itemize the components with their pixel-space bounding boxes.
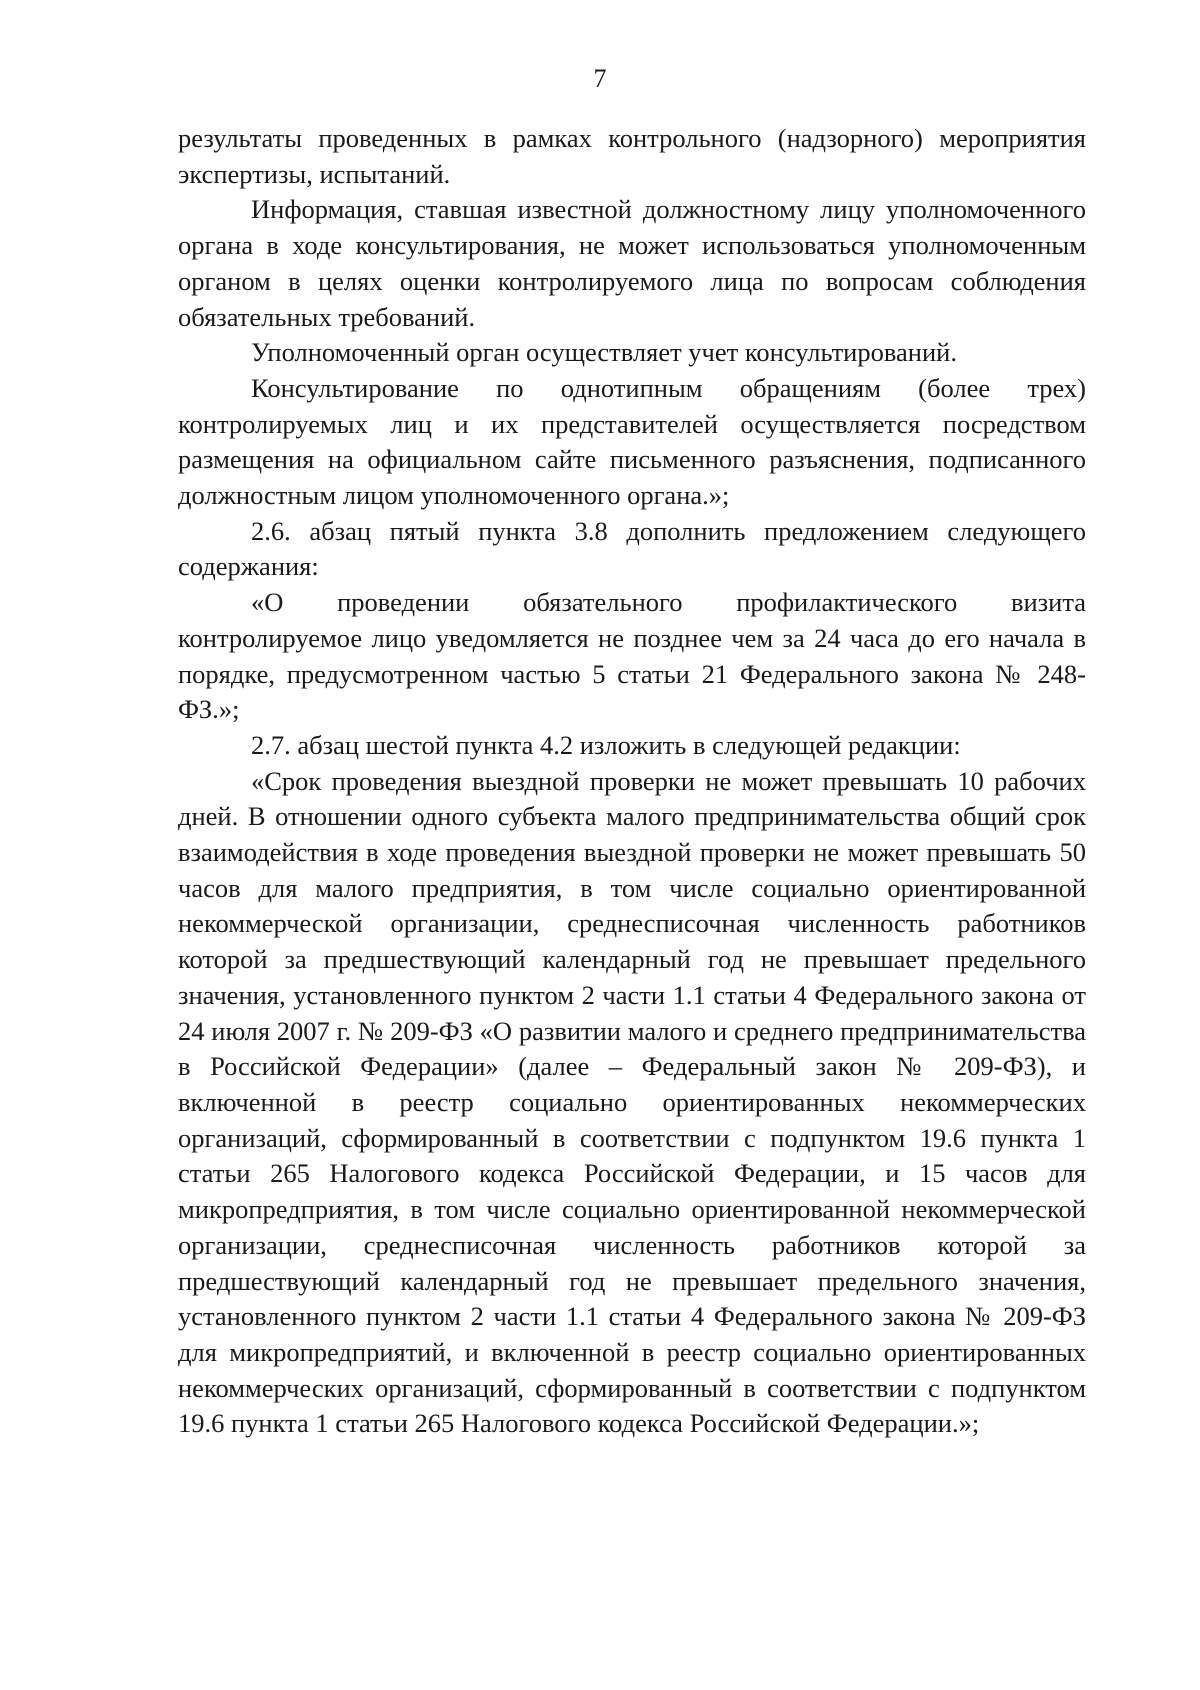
paragraph-1: результаты проведенных в рамках контрольного (надзорного) мероприятия экспертизы, испытаний. [178,123,1086,189]
paragraph-5: 2.6. абзац пятый пункта 3.8 дополнить предложением следующего содержания: [178,515,1086,582]
paragraph-6: «О проведении обязательного профилактического визита контролируемое лицо уведомляется не позднее чем за 24 часа до его начала в порядке, предусмотренном частью 5 статьи 21 Федерального закона № 248-ФЗ.»; [178,587,1086,725]
paragraph-2: Информация, ставшая известной должностному лицу уполномоченного органа в ходе консультирования, не может использоваться уполномоченным органом в целях оценки контролируемого лица по вопросам соблюдения обязательных требований. [178,194,1086,332]
paragraph-8: «Срок проведения выездной проверки не может превышать 10 рабочих дней. В отношении одного субъекта малого предпринимательства общий срок взаимодействия в ходе проведения выездной проверки не может превышать 50 часов для малого предприятия, в том числе социально ориентированной некоммерческой организации, среднесписочная численность работников которой за предшествующий календарный год не превышает предельного значения, установленного пунктом 2 части 1.1 статьи 4 Федерального закона от 24 июля 2007 г. № 209-ФЗ «О развитии малого и среднего предпринимательства в Российской Федерации» (далее – Федеральный закон № 209-ФЗ), и включенной в реестр социально ориентированных некоммерческих организаций, сформированный в соответствии с подпунктом 19.6 пункта 1 статьи 265 Налогового кодекса Российской Федерации, и 15 часов для микропредприятия, в том числе социально ориентированной некоммерческой организации, среднесписочная численность работников которой за предшествующий календарный год не превышает предельного значения, установленного пунктом 2 части 1.1 статьи 4 Федерального закона № 209-ФЗ для микропредприятий, и включенной в реестр социально ориентированных некоммерческих организаций, сформированный в соответствии с подпунктом 19.6 пункта 1 статьи 265 Налогового кодекса Российской Федерации.»; [178,765,1086,1439]
paragraph-4: Консультирование по однотипным обращениям (более трех) контролируемых лиц и их представителей осуществляется посредством размещения на официальном сайте письменного разъяснения, подписанного должностным лицом уполномоченного органа.»; [178,372,1086,511]
paragraph-7: 2.7. абзац шестой пункта 4.2 изложить в следующей редакции: [251,729,961,760]
page-number: 7 [593,64,607,93]
document-body [178,121,1086,1442]
paragraph-3: Уполномоченный орган осуществляет учет консультирований. [251,337,957,368]
